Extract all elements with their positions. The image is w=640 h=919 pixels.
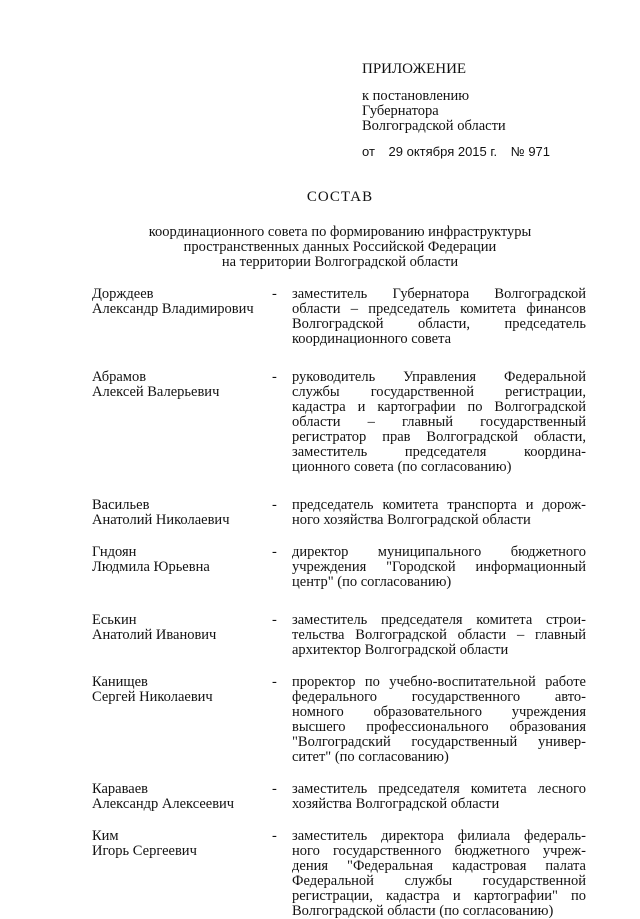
member-role-line: высшего профессионального образования [292,719,586,735]
member-role-line: Волгоградской области (по согласованию) [292,903,554,919]
document-subtitle-line-1: координационного совета по формированию инфраструктуры [148,224,532,240]
member-given-names: Александр Алексеевич [92,796,235,812]
member-role-line: Федеральной службы государственной [292,873,586,889]
member-role [292,782,586,812]
member-row [92,370,592,475]
member-role-line: области – председатель комитета финансов [292,301,586,317]
member-name [92,829,272,919]
member-surname: Ким [92,828,119,844]
member-surname: Канищев [92,674,148,690]
member-role [292,675,586,765]
member-surname: Еськин [92,612,137,628]
member-role [292,287,586,347]
member-given-names: Анатолий Николаевич [92,512,230,528]
member-role [292,498,586,528]
member-name [92,613,272,658]
member-role-line: руководитель Управления Федеральной [292,369,586,385]
member-name [92,370,272,475]
member-role-line: заместитель Губернатора Волгоградской [292,286,586,302]
member-given-names: Людмила Юрьевна [92,559,210,575]
member-row [92,498,592,528]
document-heading [60,190,620,270]
member-role-line: ситет" (по согласованию) [292,749,449,765]
member-name [92,675,272,765]
member-role-line: заместитель председателя комитета строи- [292,612,586,628]
member-role-line: центр" (по согласованию) [292,574,452,590]
member-role-line: ного государственного бюджетного учреж- [292,843,586,859]
member-role-line: заместитель председателя комитета лесного [292,781,586,797]
member-given-names: Александр Владимирович [92,301,254,317]
appendix-line-1: к постановлению [362,88,470,104]
member-row [92,782,592,812]
member-role-line: номного образовательного учреждения [292,704,586,720]
member-role-line: ционного совета (по согласованию) [292,459,512,475]
member-name [92,545,272,590]
member-dash: - [272,612,277,628]
member-surname: Васильев [92,497,150,513]
member-role-line: дения "Федеральная кадастровая палата [292,858,586,874]
member-dash: - [272,781,277,797]
member-role-line: Волгоградской области, председатель [292,316,586,332]
member-role-line: ного хозяйства Волгоградской области [292,512,531,528]
member-role-line: федерального государственного авто- [292,689,586,705]
appendix-number: № 971 [510,144,551,159]
member-role-line: председатель комитета транспорта и дорож- [292,497,586,513]
member-row [92,613,592,658]
member-role-line: директор муниципального бюджетного [292,544,586,560]
member-role [292,545,586,590]
member-dash: - [272,369,277,385]
member-dash: - [272,828,277,844]
document-title: СОСТАВ [306,189,374,205]
member-role-line: хозяйства Волгоградской области [292,796,500,812]
member-name [92,287,272,347]
member-role-line: координационного совета [292,331,452,347]
member-role-line: регистратор прав Волгоградской области, [292,429,586,445]
member-role-line: кадастра и картографии по Волгоградской [292,399,586,415]
member-given-names: Сергей Николаевич [92,689,213,705]
member-role-line: проректор по учебно-воспитательной работе [292,674,586,690]
members-list [92,287,592,919]
member-role [292,613,586,658]
member-name [92,782,272,812]
member-dash: - [272,544,277,560]
member-role-line: области – главный государственный [292,414,586,430]
appendix-line-3: Волгоградской области [362,118,506,134]
member-role-line: службы государственной регистрации, [292,384,586,400]
member-row [92,287,592,347]
appendix-date-line [362,144,602,159]
member-name [92,498,272,528]
member-surname: Дорждеев [92,286,154,302]
member-dash: - [272,286,277,302]
member-role-line: регистрации, кадастра и картографии" по [292,888,586,904]
member-row [92,829,592,919]
appendix-line-2: Губернатора [362,103,439,119]
member-role-line: тельства Волгоградской области – главный [292,627,586,643]
member-given-names: Игорь Сергеевич [92,843,197,859]
member-role-line: учреждения "Городской информационный [292,559,586,575]
document-subtitle-line-2: пространственных данных Российской Федерации [183,239,497,255]
member-given-names: Алексей Валерьевич [92,384,220,400]
member-role-line: заместитель директора филиала федераль- [292,828,586,844]
member-row [92,545,592,590]
appendix-title: ПРИЛОЖЕНИЕ [362,61,467,77]
member-given-names: Анатолий Иванович [92,627,217,643]
appendix-block [362,62,602,159]
document-subtitle-line-3: на территории Волгоградской области [221,254,459,270]
member-surname: Караваев [92,781,148,797]
member-dash: - [272,674,277,690]
member-surname: Абрамов [92,369,147,385]
member-surname: Гндоян [92,544,137,560]
appendix-date: 29 октября 2015 г. [388,144,498,159]
member-role-line: "Волгоградский государственный универ- [292,734,586,750]
appendix-from: от [362,144,375,159]
member-row [92,675,592,765]
member-role [292,829,586,919]
member-role-line: заместитель председателя координа- [292,444,586,460]
member-role-line: архитектор Волгоградской области [292,642,509,658]
member-role [292,370,586,475]
member-dash: - [272,497,277,513]
